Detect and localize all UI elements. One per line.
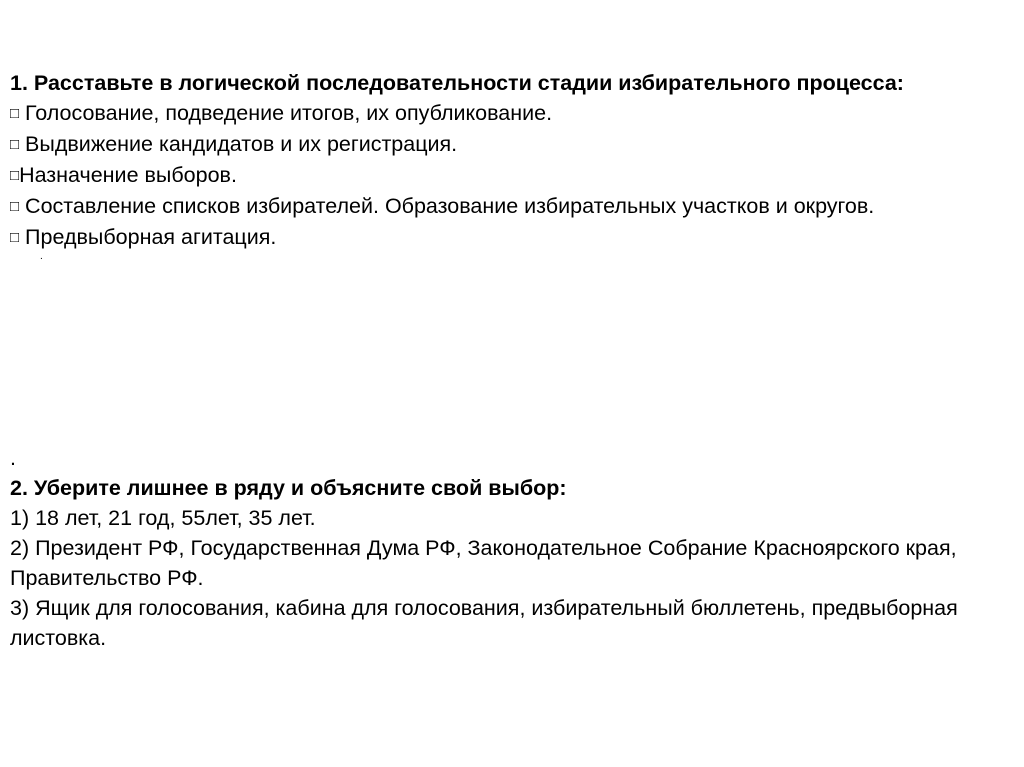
task-2 xyxy=(10,443,1010,653)
checkbox-square-icon: □ xyxy=(10,198,20,215)
slide xyxy=(10,0,1010,767)
stray-dot: . xyxy=(40,251,43,262)
task-1 xyxy=(10,68,1010,253)
checkbox-square-icon: □ xyxy=(10,136,20,153)
task-1-item-4: □ Составление списков избирателей. Образование избирательных участков и округов. xyxy=(10,191,1010,222)
task-2-item-2: 2) Президент РФ, Государственная Дума РФ, Законодательное Собрание Красноярского края, Правительство РФ. xyxy=(10,536,957,590)
checkbox-square-icon: □ xyxy=(10,105,20,122)
task-1-item-1: □ Голосование, подведение итогов, их опубликование. xyxy=(10,98,1010,129)
checkbox-square-icon: □ xyxy=(10,229,20,246)
checkbox-square-icon: □ xyxy=(10,167,20,184)
task-1-item-3: □Назначение выборов. xyxy=(10,160,1010,191)
task-2-item-3: 3) Ящик для голосования, кабина для голосования, избирательный бюллетень, предвыборная листовка. xyxy=(10,596,958,650)
task-1-item-2: □ Выдвижение кандидатов и их регистрация. xyxy=(10,129,1010,160)
task-2-item-1: 1) 18 лет, 21 год, 55лет, 35 лет. xyxy=(10,506,316,530)
task-2-dot: . xyxy=(10,446,16,470)
task-2-title: 2. Уберите лишнее в ряду и объясните свой выбор: xyxy=(10,476,567,500)
task-1-title: 1. Расставьте в логической последовательности стадии избирательного процесса: xyxy=(10,71,904,95)
task-1-item-5: □ Предвыборная агитация. xyxy=(10,222,1010,253)
